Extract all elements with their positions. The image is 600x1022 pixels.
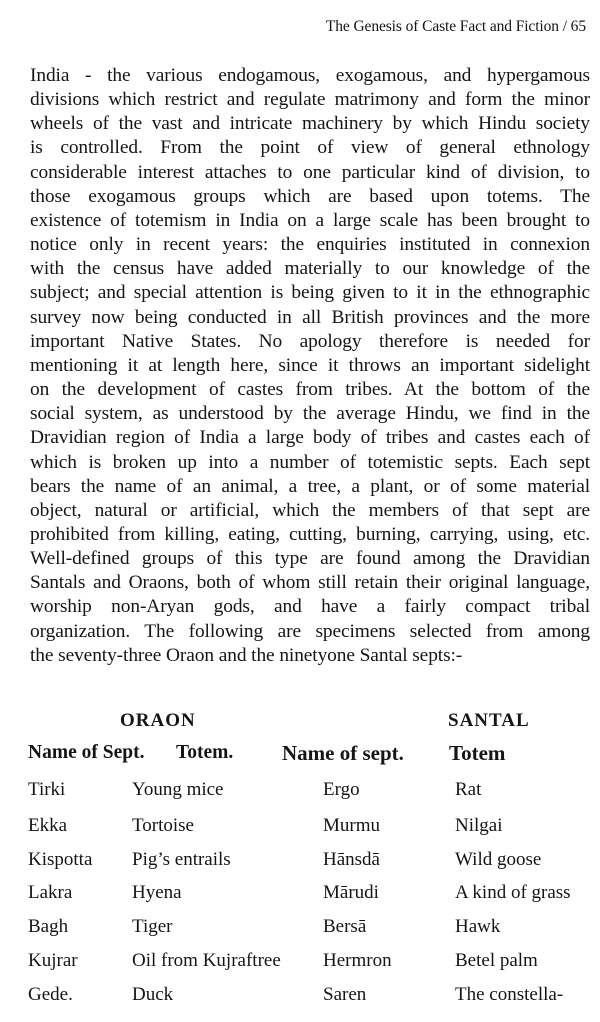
body-line: bears the name of an animal, a tree, a plant, or of some material: [30, 475, 590, 497]
body-line: is controlled. From the point of view of general ethnology: [30, 137, 590, 159]
body-line: object, natural or artificial, which the members of that sept are: [30, 499, 590, 521]
body-line: subject; and special attention is being given to it in the ethnographic: [30, 282, 590, 304]
santal-sept-cell: Mārudi: [323, 882, 379, 903]
santal-sept-cell: Saren: [323, 984, 367, 1005]
oraon-sept-cell: Tirki: [28, 779, 66, 800]
santal-totem-cell: Wild goose: [455, 849, 542, 870]
body-line: mentioning it at length here, since it throws an important sidelight: [30, 354, 590, 376]
oraon-totem-cell: Tortoise: [132, 815, 194, 836]
oraon-sept-cell: Ekka: [28, 815, 68, 836]
body-line: those exogamous groups which are based upon totems. The: [30, 185, 590, 207]
oraon-sept-cell: Bagh: [28, 916, 69, 937]
santal-sept-cell: Hermron: [323, 950, 392, 971]
body-line: India - the various endogamous, exogamous, and hypergamous: [30, 65, 590, 86]
santal-totem-cell: Rat: [455, 779, 482, 800]
body-line: prohibited from killing, eating, cutting, burning, carrying, using, etc.: [30, 523, 590, 545]
body-line: Santals and Oraons, both of whom still retain their original language,: [30, 572, 590, 594]
body-line: which is broken up into a number of totemistic septs. Each sept: [30, 451, 590, 473]
oraon-totem-header: Totem.: [176, 742, 234, 763]
body-line: notice only in recent years: the enquiries instituted in connexion: [30, 234, 590, 256]
oraon-sept-cell: Lakra: [28, 882, 73, 903]
body-line: with the census have added materially to our knowledge of the: [30, 258, 590, 280]
santal-sept-cell: Murmu: [323, 815, 380, 836]
body-line: worship non-Aryan gods, and have a fairly compact tribal: [30, 596, 590, 618]
oraon-sept-cell: Kujrar: [28, 950, 78, 971]
oraon-totem-cell: Young mice: [132, 779, 224, 800]
oraon-group-heading: ORAON: [120, 710, 196, 731]
santal-sept-cell: Bersā: [323, 916, 367, 937]
body-line: Well-defined groups of this type are found among the Dravidian: [30, 548, 590, 570]
body-line: divisions which restrict and regulate matrimony and form the minor: [30, 89, 590, 111]
body-line: Dravidian region of India a large body of tribes and castes each of: [30, 427, 590, 449]
santal-totem-cell: Hawk: [455, 916, 501, 937]
santal-sept-cell: Ergo: [323, 779, 360, 800]
body-line: on the development of castes from tribes. At the bottom of the: [30, 379, 590, 401]
santal-group-heading: SANTAL: [448, 710, 530, 731]
oraon-totem-cell: Tiger: [132, 916, 173, 937]
oraon-sept-cell: Gede.: [28, 984, 73, 1005]
oraon-sept-cell: Kispotta: [28, 849, 93, 870]
santal-totem-header: Totem: [449, 741, 506, 765]
body-line: considerable interest attaches to one particular kind of division, to: [30, 161, 590, 183]
oraon-totem-cell: Duck: [132, 984, 174, 1005]
body-line: organization. The following are specimens selected from among: [30, 620, 590, 642]
santal-totem-cell: Nilgai: [455, 815, 503, 836]
body-line: the seventy-three Oraon and the ninetyone Santal septs:-: [30, 644, 463, 666]
body-line: survey now being conducted in all British provinces and the more: [30, 306, 590, 328]
body-line: social system, as understood by the average Hindu, we find in the: [30, 403, 590, 425]
santal-totem-cell: The constella-: [455, 984, 564, 1005]
body-line: wheels of the vast and intricate machinery by which Hindu society: [30, 113, 590, 135]
santal-totem-cell: Betel palm: [455, 950, 538, 971]
body-line: existence of totemism in India on a large scale has been brought to: [30, 209, 590, 231]
oraon-totem-cell: Pig’s entrails: [132, 849, 231, 870]
santal-totem-cell: A kind of grass: [455, 882, 571, 903]
body-line: important Native States. No apology therefore is needed for: [30, 330, 590, 352]
oraon-totem-cell: Oil from Kujraftree: [132, 950, 281, 971]
oraon-totem-cell: Hyena: [132, 882, 182, 903]
santal-sept-header: Name of sept.: [282, 741, 404, 765]
oraon-sept-header: Name of Sept.: [28, 742, 145, 763]
body-paragraph: [30, 64, 590, 668]
santal-sept-cell: Hānsdā: [323, 849, 380, 870]
running-head: The Genesis of Caste Fact and Fiction / 65: [325, 18, 586, 35]
